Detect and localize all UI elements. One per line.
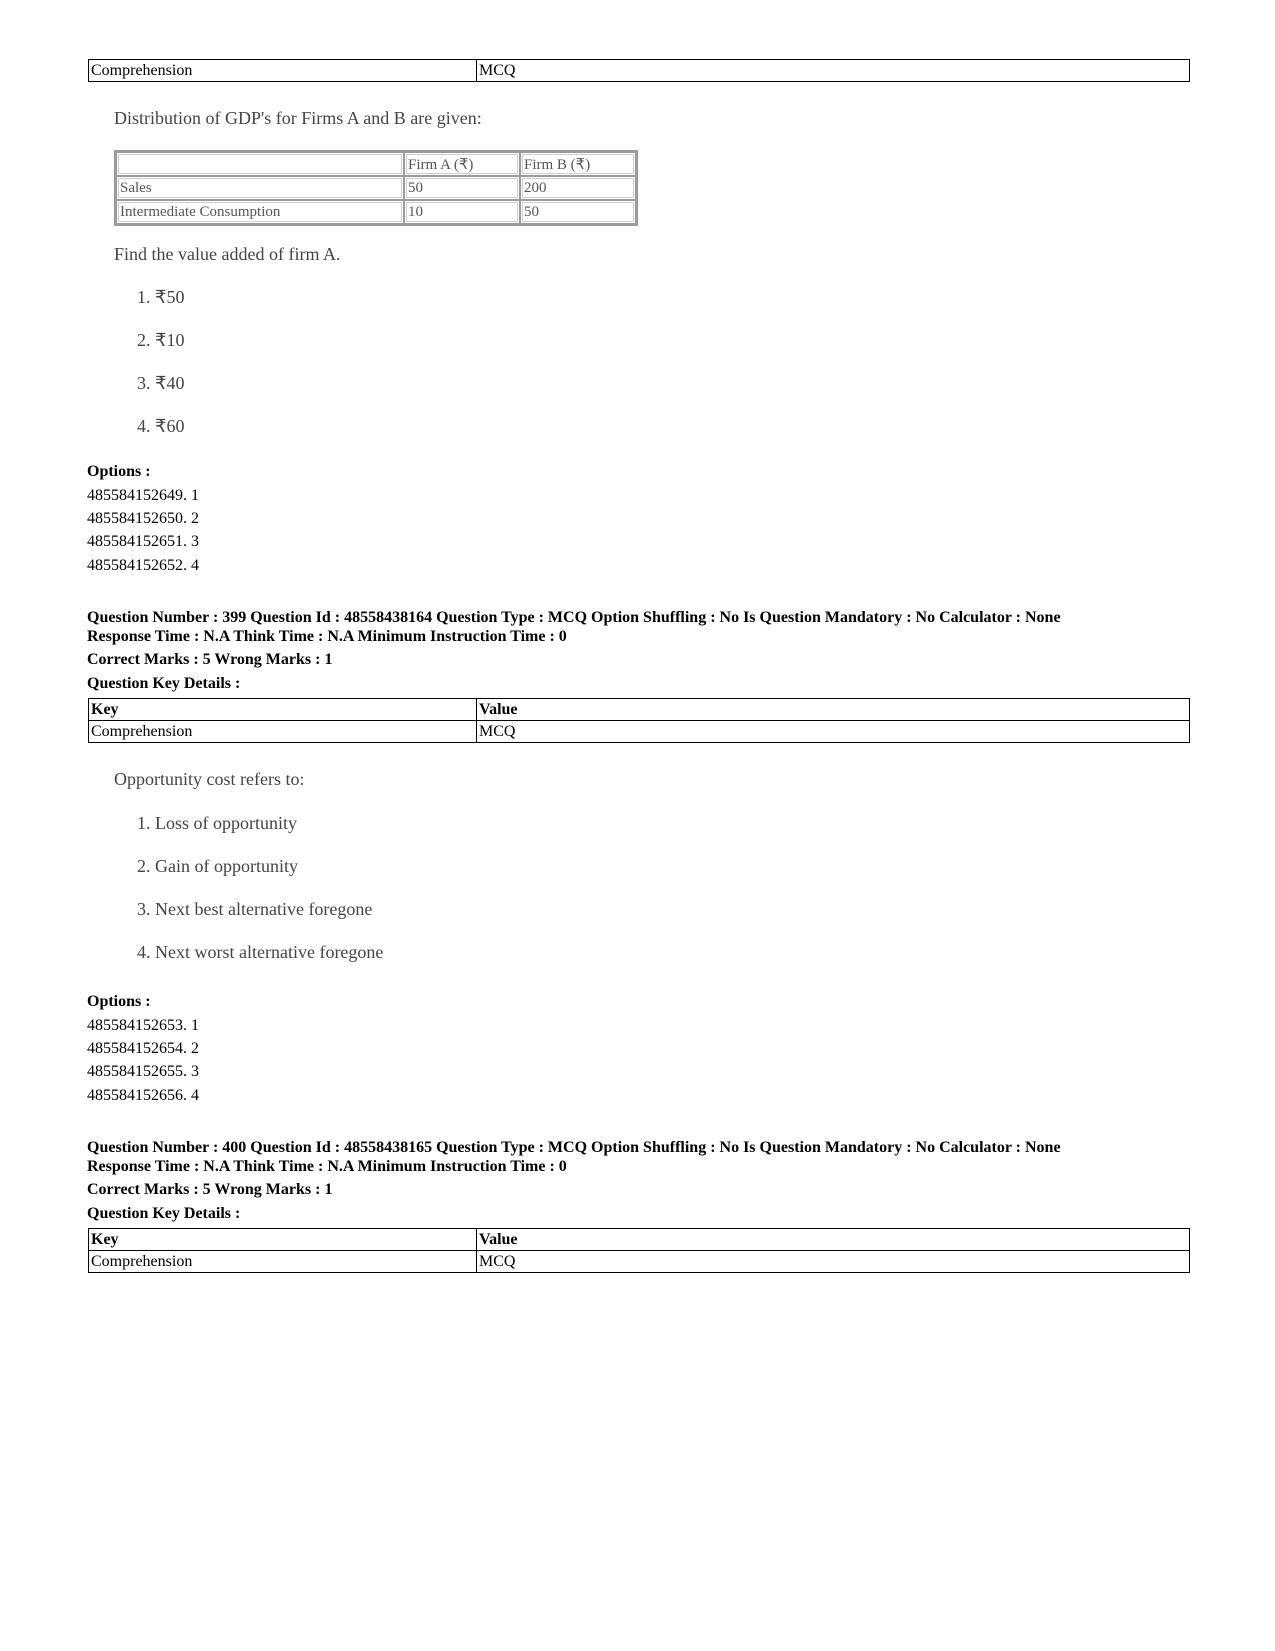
question-text: Opportunity cost refers to:: [114, 769, 305, 789]
table-header-key: Key: [89, 699, 477, 721]
table-header-key: Key: [89, 1229, 477, 1251]
table-header-value: Value: [477, 1229, 1190, 1251]
choice-1: 1. ₹50: [137, 287, 185, 307]
option-item: 485584152651. 3: [87, 533, 199, 550]
table-cell: Sales: [116, 176, 404, 200]
table-row: [116, 176, 636, 200]
choice-1: 1. Loss of opportunity: [137, 813, 297, 833]
table-header-cell: Firm A (₹): [404, 152, 520, 176]
question-meta-line1: Question Number : 399 Question Id : 48558438164 Question Type : MCQ Option Shuffling : No Is Question Mandatory : No Calculator : None: [87, 609, 1061, 626]
key-details-label: Question Key Details :: [87, 675, 241, 692]
top-key-table: [88, 59, 1190, 82]
table-cell-value: MCQ: [477, 60, 1190, 82]
key-details-label: Question Key Details :: [87, 1205, 241, 1222]
option-item: 485584152656. 4: [87, 1087, 199, 1104]
table-cell-key: Comprehension: [89, 721, 477, 743]
option-item: 485584152654. 2: [87, 1040, 199, 1057]
table-cell-key: Comprehension: [89, 60, 477, 82]
question-meta-line1: Question Number : 400 Question Id : 48558438165 Question Type : MCQ Option Shuffling : No Is Question Mandatory : No Calculator : None: [87, 1139, 1061, 1156]
table-row: [116, 200, 636, 224]
key-table-400: [88, 1228, 1190, 1273]
table-cell-value: MCQ: [477, 721, 1190, 743]
table-row: [89, 721, 1190, 743]
choice-3: 3. ₹40: [137, 373, 185, 393]
table-header-value: Value: [477, 699, 1190, 721]
question-text: Find the value added of firm A.: [114, 244, 341, 264]
table-row: [89, 60, 1190, 82]
table-header-cell: Firm B (₹): [520, 152, 636, 176]
gdp-table: [114, 150, 638, 226]
table-row: [116, 152, 636, 176]
table-cell: Intermediate Consumption: [116, 200, 404, 224]
table-header-cell: [116, 152, 404, 176]
option-item: 485584152655. 3: [87, 1063, 199, 1080]
options-label: Options :: [87, 463, 151, 480]
key-table-399: [88, 698, 1190, 743]
table-cell: 50: [404, 176, 520, 200]
table-header-row: [89, 699, 1190, 721]
option-item: 485584152652. 4: [87, 557, 199, 574]
table-cell: 10: [404, 200, 520, 224]
table-cell-value: MCQ: [477, 1251, 1190, 1273]
options-label: Options :: [87, 993, 151, 1010]
choice-3: 3. Next best alternative foregone: [137, 899, 373, 919]
question-intro: Distribution of GDP's for Firms A and B are given:: [114, 108, 482, 128]
choice-2: 2. ₹10: [137, 330, 185, 350]
question-meta-line2: Response Time : N.A Think Time : N.A Minimum Instruction Time : 0: [87, 628, 567, 645]
question-marks: Correct Marks : 5 Wrong Marks : 1: [87, 1181, 333, 1198]
choice-4: 4. Next worst alternative foregone: [137, 942, 384, 962]
table-cell: 200: [520, 176, 636, 200]
table-row: [89, 1251, 1190, 1273]
option-item: 485584152653. 1: [87, 1017, 199, 1034]
question-marks: Correct Marks : 5 Wrong Marks : 1: [87, 651, 333, 668]
question-meta-line2: Response Time : N.A Think Time : N.A Minimum Instruction Time : 0: [87, 1158, 567, 1175]
table-header-row: [89, 1229, 1190, 1251]
table-cell-key: Comprehension: [89, 1251, 477, 1273]
table-cell: 50: [520, 200, 636, 224]
option-item: 485584152650. 2: [87, 510, 199, 527]
option-item: 485584152649. 1: [87, 487, 199, 504]
choice-2: 2. Gain of opportunity: [137, 856, 298, 876]
choice-4: 4. ₹60: [137, 416, 185, 436]
